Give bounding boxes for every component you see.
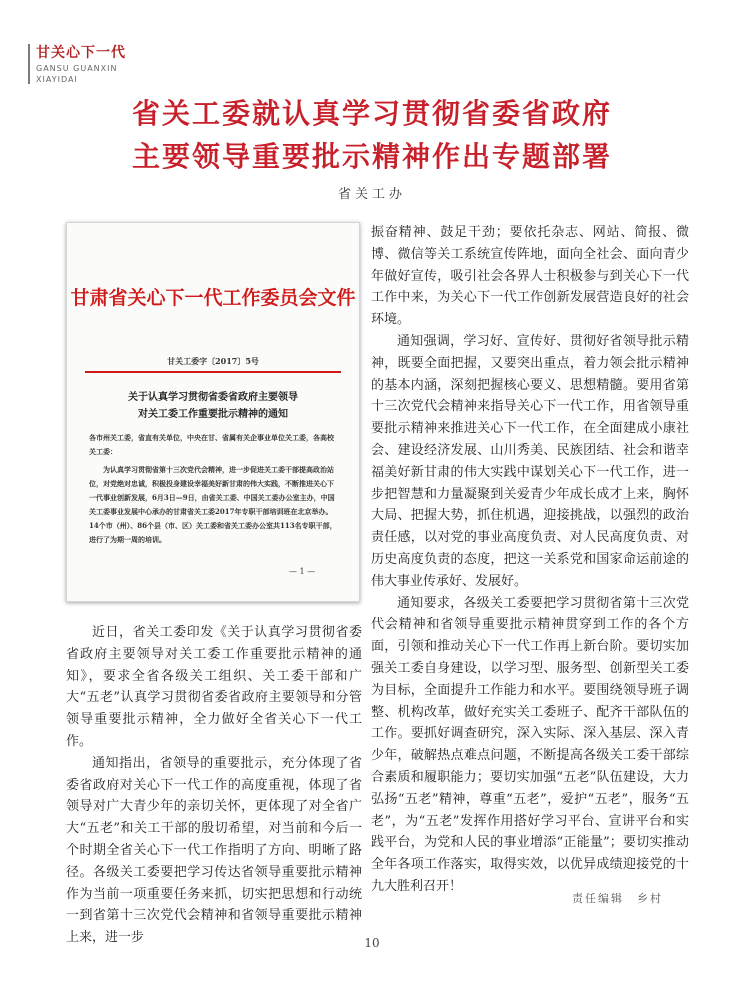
masthead-english-line2: XIAYIDAI <box>36 75 78 84</box>
article-author: 省关工办 <box>337 187 406 202</box>
article-title-line1: 省关工委就认真学习贯彻省委省政府 <box>131 97 612 130</box>
document-body-paragraph: 为认真学习贯彻省第十三次党代会精神，进一步促进关工委干部提高政治站位，对党绝对忠诚，积极投身建设幸福美好新甘肃的伟大实践，不断推进关心下一代事业创新发展，6月3日—9日，由省关工委、中国关工委办公室主办，中国关工委事业发展中心承办的甘肃省关工委2017年专职干部培训班在北京举办。14个市（州）、86个县（市、区）关工委和省关工委办公室共113名专职干部，进行了为期一周的培训。 <box>89 465 337 544</box>
masthead-logo: 甘关心下一代 <box>36 45 126 61</box>
paragraph: 通知强调，学习好、宣传好、贯彻好省领导批示精神，既要全面把握，又要突出重点，着力领会批示精神的基本内涵，深刻把握核心要义、思想精髓。要用省第十三次党代会精神来指导关心下一代工作，用省领导重要批示精神来推进关心下一代工作，在全面建成小康社会、建设经济发展、山川秀美、民族团结、社会和谐幸福美好新甘肃的伟大实践中谋划关心下一代工作，进一步把智慧和力量凝聚到关爱青少年成长成才上来，胸怀大局、把握大势，抓住机遇，迎接挑战，以强烈的政治责任感，以对党的事业高度负责、对人民高度负责、对历史高度负责的态度，把这一关系党和国家命运前途的伟大事业传承好、发展好。 <box>371 333 689 589</box>
responsible-editor: 责任编辑 乡村 <box>572 892 663 905</box>
paragraph: 近日，省关工委印发《关于认真学习贯彻省委省政府主要领导对关工委工作重要批示精神的通知》，要求全省各级关工组织、关工委干部和广大“五老”认真学习贯彻省委省政府主要领导和分管领导重要批示精神，全力做好全省关心下一代工作。 <box>66 625 362 749</box>
paragraph: 振奋精神、鼓足干劲；要依托杂志、网站、简报、微博、微信等关工系统宣传阵地，面向全社会、面向青少年做好宣传，吸引社会各界人士积极参与到关心下一代工作中来，为关心下一代工作创新发展营造良好的社会环境。 <box>371 225 689 328</box>
document-body-salutation: 各市州关工委，省直有关单位，中央在甘、省属有关企事业单位关工委，各高校关工委： <box>89 433 334 456</box>
masthead-divider <box>28 44 30 84</box>
masthead-english-line1: GANSU GUANXIN <box>36 64 118 73</box>
document-title-line2: 对关工委工作重要批示精神的通知 <box>138 409 288 420</box>
left-column <box>66 622 362 949</box>
article-title-line2: 主要领导重要批示精神作出专题部署 <box>131 140 612 173</box>
document-title-line1: 关于认真学习贯彻省委省政府主要领导 <box>128 392 298 403</box>
right-column <box>371 222 689 898</box>
document-red-rule <box>85 371 341 373</box>
document-page-mark: — 1 — <box>289 567 316 576</box>
paragraph: 通知要求，各级关工委要把学习贯彻省第十三次党代会精神和省领导重要批示精神贯穿到工作的各个方面，引领和推动关心下一代工作再上新台阶。要切实加强关工委自身建设，以学习型、服务型、创新型关工委为目标，全面提升工作能力和水平。要围绕领导班子调整、机构改革，做好充实关工委班子、配齐干部队伍的工作。要抓好调查研究，深入实际、深入基层、深入青少年，破解热点难点问题，不断提高各级关工委干部综合素质和履职能力；要切实加强“五老”队伍建设，大力弘扬“五老”精神，尊重“五老”，爱护“五老”，服务“五老”，为“五老”发挥作用搭好学习平台、宣讲平台和实践平台，为党和人民的事业增添“正能量”；要切实推动全年各项工作落实，取得实效，以优异成绩迎接党的十九大胜利召开！ <box>371 595 689 894</box>
document-photo <box>66 222 360 602</box>
masthead <box>28 44 178 88</box>
document-red-header: 甘肃省关心下一代工作委员会文件 <box>70 287 356 309</box>
document-number: 甘关工委字〔2017〕5号 <box>167 356 259 366</box>
paragraph: 通知指出，省领导的重要批示，充分体现了省委省政府对关心下一代工作的高度重视，体现了省领导对广大青少年的亲切关怀，更体现了对全省广大“五老”和关工干部的殷切希望，对当前和今后一个时期全省关心下一代工作指明了方向、明晰了路径。各级关工委要把学习传达省领导重要批示精神作为当前一项重要任务来抓，切实把思想和行动统一到省第十三次党代会精神和省领导重要批示精神上来，进一步 <box>66 755 362 946</box>
page-number: 10 <box>364 936 380 950</box>
